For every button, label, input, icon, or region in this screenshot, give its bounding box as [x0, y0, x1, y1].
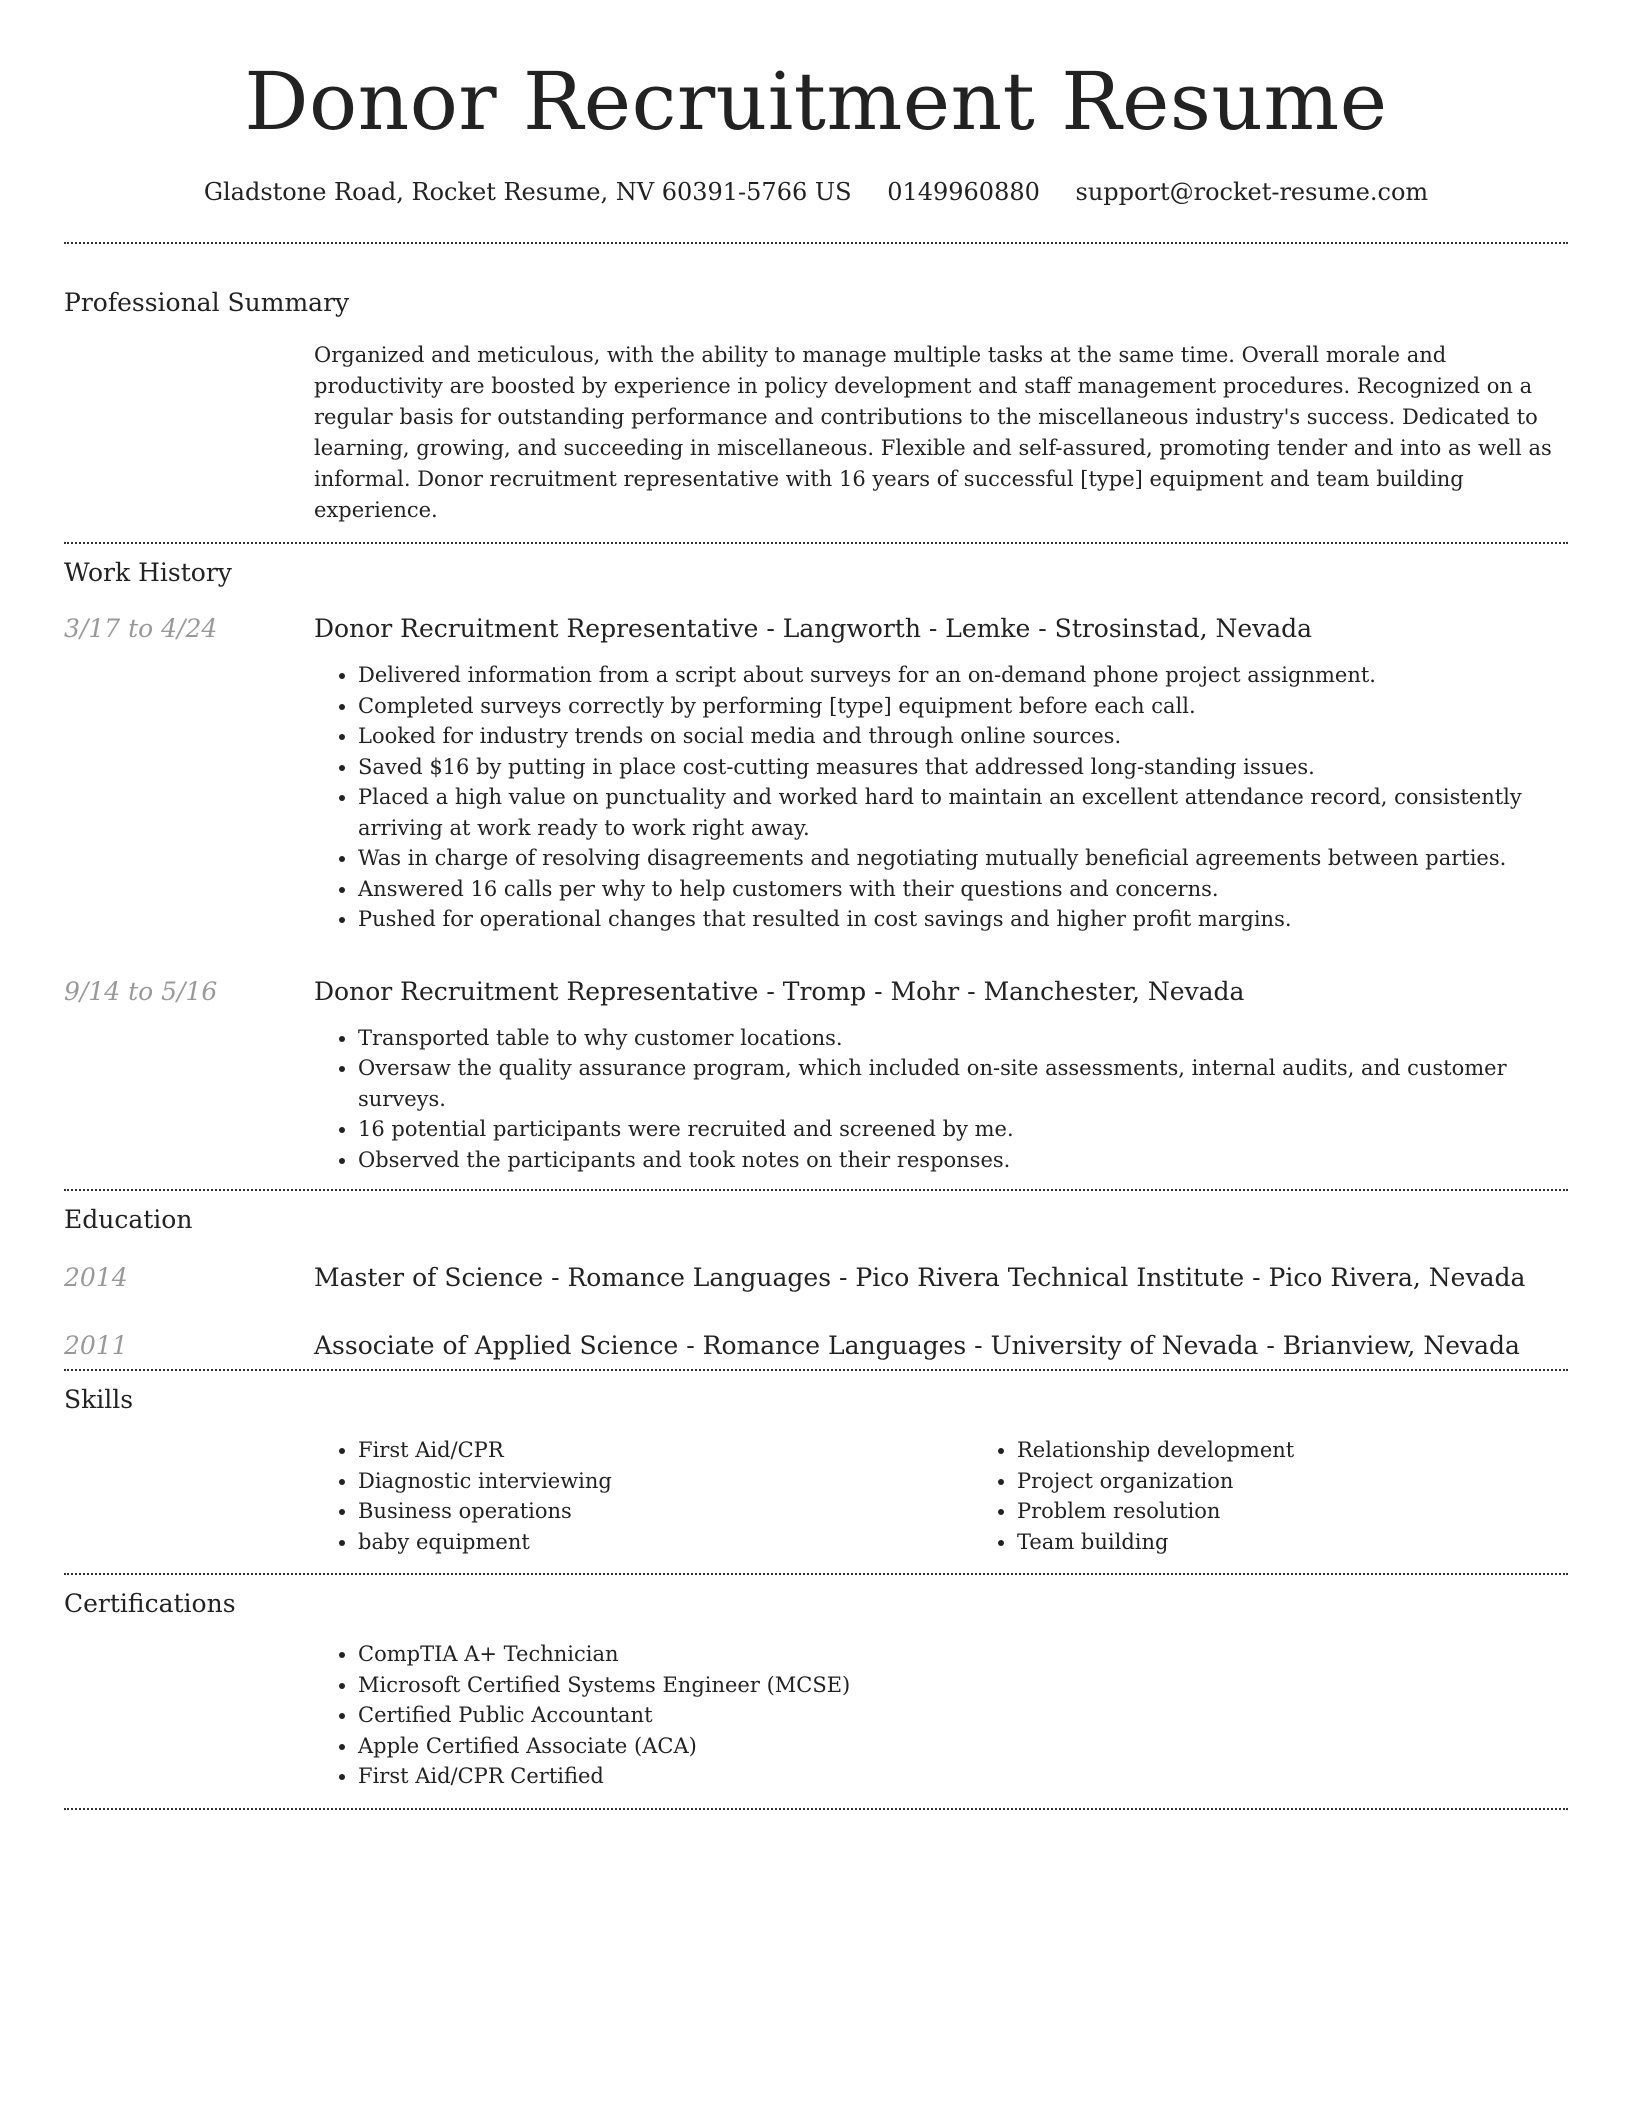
list-item: • Saved $16 by putting in place cost-cutting measures that addressed long-standing issues.: [358, 752, 1568, 783]
list-item: • 16 potential participants were recruited and screened by me.: [358, 1114, 1568, 1145]
divider: [64, 542, 1568, 544]
section-heading-skills: Skills: [64, 1385, 134, 1414]
divider: [64, 1369, 1568, 1371]
job-title: Donor Recruitment Representative - Langworth - Lemke - Strosinstad, Nevada: [314, 614, 1313, 643]
skills-row: [64, 1435, 1568, 1557]
list-item: • Relationship development: [1017, 1435, 1632, 1466]
section-heading-work: Work History: [64, 558, 232, 587]
contact-line: [64, 174, 1568, 210]
summary-text: Organized and meticulous, with the ability to manage multiple tasks at the same time. Overall morale and productivity are boosted by experience in policy development and staff management procedures. Recognized on a regular basis for outstanding performance and contributions to the miscellaneous industry's success. Dedicated to learning, growing, and succeeding in miscellaneous. Flexible and self-assured, promoting tender and into as well as informal. Donor recruitment representative with 16 years of successful [type] equipment and team building experience.: [314, 343, 1552, 522]
education-entry: [64, 1261, 1568, 1295]
contact-phone: 0149960880: [887, 178, 1040, 206]
list-item: • Apple Certified Associate (ACA): [358, 1731, 1568, 1762]
divider: [64, 242, 1568, 244]
list-item: • Business operations: [358, 1496, 973, 1527]
list-item: • CompTIA A+ Technician: [358, 1639, 1568, 1670]
section-heading-education: Education: [64, 1205, 193, 1234]
job-entry: [64, 975, 1568, 1176]
list-item: • Was in charge of resolving disagreements and negotiating mutually beneficial agreements between parties.: [358, 843, 1568, 874]
certifications-list: [314, 1639, 1568, 1792]
list-item: • Delivered information from a script about surveys for an on-demand phone project assignment.: [358, 660, 1568, 691]
skills-spacer: [64, 1435, 314, 1557]
list-item: • Problem resolution: [1017, 1496, 1632, 1527]
education-entry: [64, 1329, 1568, 1363]
certifications-spacer: [64, 1639, 314, 1792]
list-item: • Observed the participants and took notes on their responses.: [358, 1145, 1568, 1176]
section-heading-summary: Professional Summary: [64, 288, 350, 317]
resume-title: Donor Recruitment Resume: [244, 55, 1388, 148]
job-dates: 3/17 to 4/24: [64, 614, 218, 643]
job-title: Donor Recruitment Representative - Tromp - Mohr - Manchester, Nevada: [314, 976, 1245, 1006]
list-item: • Looked for industry trends on social media and through online sources.: [358, 721, 1568, 752]
contact-email: support@rocket-resume.com: [1075, 178, 1429, 206]
education-year: 2014: [64, 1263, 128, 1292]
section-heading-certifications: Certifications: [64, 1589, 236, 1618]
summary-row: [64, 340, 1568, 526]
list-item: • Oversaw the quality assurance program, which included on-site assessments, internal audits, and customer surveys.: [358, 1053, 1568, 1114]
list-item: • First Aid/CPR Certified: [358, 1761, 1568, 1792]
divider: [64, 1189, 1568, 1191]
divider: [64, 1808, 1568, 1810]
skills-list-right: [973, 1435, 1632, 1557]
list-item: • Microsoft Certified Systems Engineer (MCSE): [358, 1670, 1568, 1701]
list-item: • Team building: [1017, 1527, 1632, 1558]
education-degree: Master of Science - Romance Languages - Pico Rivera Technical Institute - Pico Rivera, Nevada: [314, 1263, 1526, 1292]
list-item: • Completed surveys correctly by performing [type] equipment before each call.: [358, 691, 1568, 722]
list-item: • Pushed for operational changes that resulted in cost savings and higher profit margins.: [358, 904, 1568, 935]
list-item: • Diagnostic interviewing: [358, 1466, 973, 1497]
list-item: • Certified Public Accountant: [358, 1700, 1568, 1731]
list-item: • Answered 16 calls per why to help customers with their questions and concerns.: [358, 874, 1568, 905]
certifications-row: [64, 1639, 1568, 1792]
education-degree: Associate of Applied Science - Romance Languages - University of Nevada - Brianview, Nevada: [314, 1331, 1520, 1360]
divider: [64, 1573, 1568, 1575]
job-bullets: [314, 660, 1568, 935]
list-item: • baby equipment: [358, 1527, 973, 1558]
list-item: • Placed a high value on punctuality and worked hard to maintain an excellent attendance record, consistently arriving at work ready to work right away.: [358, 782, 1568, 843]
job-dates: 9/14 to 5/16: [64, 976, 218, 1006]
job-entry: [64, 612, 1568, 935]
list-item: • Transported table to why customer locations.: [358, 1023, 1568, 1054]
summary-spacer: [64, 340, 314, 526]
contact-address: Gladstone Road, Rocket Resume, NV 60391-5766 US: [203, 178, 852, 206]
list-item: • First Aid/CPR: [358, 1435, 973, 1466]
skills-list-left: [314, 1435, 973, 1557]
job-bullets: [314, 1023, 1568, 1176]
list-item: • Project organization: [1017, 1466, 1632, 1497]
education-year: 2011: [64, 1331, 128, 1360]
